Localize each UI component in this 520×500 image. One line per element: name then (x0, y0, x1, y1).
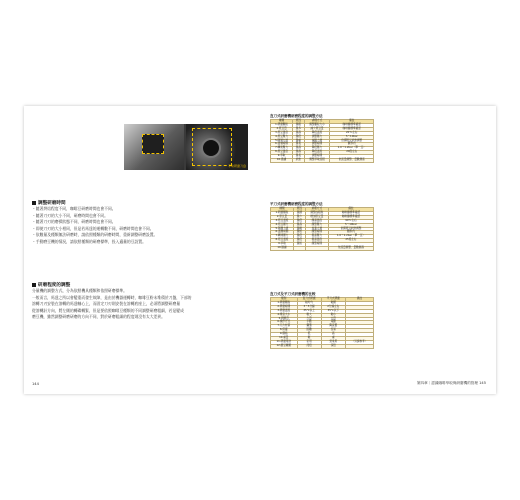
table-cell: 減少原豆量 (304, 127, 330, 131)
body-line: 分量機的調整方式，分為依照機具種類和依照研磨標準。 (32, 288, 127, 293)
page-footer-right: 第四章｜認識咖啡萃取與研磨機的管理 145 (416, 381, 486, 385)
table-cell: 狀態 (293, 159, 304, 163)
table-cell: 調整成粗粒 (305, 211, 328, 215)
table-cell: 過細 (293, 211, 305, 215)
table-header-cell: 備註 (330, 120, 374, 124)
table-cell: 5.隔層力道 (271, 227, 294, 231)
table-cell: 8.原豆溫度 (271, 239, 294, 243)
table-cell: 高 (321, 333, 345, 337)
table-cell: 過高 (293, 151, 304, 155)
body-line: 磨豆機，雖然調整研磨研磨的方向不同，對於研磨粗細的程度則沒有太大差異。 (32, 314, 165, 320)
table-cell: 4.噪音大小 (271, 313, 298, 317)
body-line: ・手動磨豆機的情況，請依照種類的研磨標準，投入適量的豆設置。 (32, 238, 146, 244)
right-page (260, 106, 496, 394)
section-title: 調整研磨時間 (32, 200, 252, 206)
table-cell: 35℃以上 (297, 309, 321, 313)
body-line: ・依數量及種類無法研磨時，請依照種類的研磨時間，重新調整研磨設置。 (32, 232, 158, 238)
table-cell: 過低 (293, 235, 305, 239)
table-cell: 降低溫度 (304, 131, 330, 135)
table-cell: 過低 (293, 219, 305, 223)
table-cell: 咖啡廳標準確認 (328, 211, 373, 215)
body-line: 一般而言，馬達之所以會變重而發生故障，是由於機器運轉時，咖啡豆粉末堆積於刀盤，下部的 (32, 294, 192, 300)
table-cell: 6.溫層時間 (271, 143, 293, 147)
table-cell: 10.過濾 (271, 247, 294, 251)
table-cell: 12.磨豆種類 (271, 344, 298, 348)
section-grind-adjust (32, 282, 252, 321)
table-row (271, 247, 374, 251)
table-cell: 1.研磨顆粒 (271, 211, 294, 215)
table-cell: 過少 (293, 215, 305, 219)
table-cell: 增加原豆量 (305, 215, 328, 219)
table-cell: 4.原豆壓力 (271, 135, 293, 139)
book-spread (24, 106, 496, 394)
table-cell: 20度左右 (330, 151, 374, 155)
table-cell: 9.價格 (271, 333, 298, 337)
table-cell: 調整顆粒大小 (304, 123, 330, 127)
table-cell: 降低壓力 (304, 147, 330, 151)
table-cell: 2分鐘左右 (321, 305, 345, 309)
table-cell: 較均勻 (297, 301, 321, 305)
body-line: ・隨著刀刃的大小不同，研磨時間也會不同。 (32, 212, 108, 218)
table-cell: 2.研磨時間 (271, 305, 298, 309)
table-cell: 依流量調整、量數調高 (330, 159, 374, 163)
table-cell (305, 247, 328, 251)
table-cell: 過長 (293, 155, 304, 159)
table-cell: 90℃左右 (328, 219, 373, 223)
table-cell: 調整時間 (305, 243, 328, 247)
table-cell: 2.原豆量 (271, 215, 294, 219)
table-header-cell: 處理方式 (305, 208, 328, 212)
table-header-cell: 平刀式研磨 (321, 298, 345, 302)
table-header-cell: 類別 (271, 298, 298, 302)
table-cell: 調整時間 (305, 231, 328, 235)
table-cell: 5～10bar (330, 135, 374, 139)
table-cell: 較大 (297, 313, 321, 317)
table-cell: 1.0～1.2bar（單一豆） (330, 147, 374, 151)
table-cell: 加強力道 (305, 227, 328, 231)
table-cell (345, 344, 373, 348)
table-cell: 過重 (293, 139, 304, 143)
table-cell: 過長 (293, 143, 304, 147)
table-cell: 35℃以下 (321, 309, 345, 313)
table-cell: 10.過濾 (271, 159, 293, 163)
table-cell: 營業用 (321, 340, 345, 344)
highlight-box (142, 134, 164, 154)
table-cell: 11.研磨用途 (271, 340, 298, 344)
body-line: ・即使刀刃的大小相同，但是若馬達的運轉數不同，研磨時間也會不同。 (32, 225, 154, 231)
body-line: ・隨著刀刃的磨損狀態不同，研磨時間也會不同。 (32, 219, 116, 225)
table-title: 直刀式及平刀式研磨機的比較 (270, 292, 316, 296)
grinder-photo-left (124, 124, 184, 170)
table-header-cell: 種類 (271, 120, 293, 124)
table-cell: 6.操作方式 (271, 321, 298, 325)
table-header-cell: 種類 (271, 208, 294, 212)
table-cell: 淺焙 (297, 344, 321, 348)
table-cell: 2.原豆量 (271, 127, 293, 131)
table-cell: 調整時間 (304, 155, 330, 159)
table-cell: 家用 (297, 340, 321, 344)
table-header-cell: 直刀式研磨 (297, 298, 321, 302)
table-header-cell: 備註 (345, 298, 373, 302)
table-cell: 較小 (321, 313, 345, 317)
table-cell: 7.轉速壓力 (271, 235, 294, 239)
table-cell: 1.研磨顆粒 (271, 301, 298, 305)
grinder-photos (124, 124, 248, 170)
table-cell: 過短 (293, 231, 305, 235)
table-cell: 少量 (297, 317, 321, 321)
table-cell: 過粗 (293, 123, 304, 127)
table-cell: 過多 (293, 127, 304, 131)
table-cell: 數秒內 (330, 143, 374, 147)
table-header-cell: 原因 (293, 120, 304, 124)
table-row (271, 344, 374, 348)
table-cell: 調整時間 (304, 143, 330, 147)
table-cell: 過高 (293, 147, 304, 151)
table-row (271, 159, 374, 163)
table-cell: 調整壓力 (305, 223, 328, 227)
table-cell: 較細 (321, 301, 345, 305)
table-cell: 1.0～1.2bar（單一豆） (328, 235, 373, 239)
table-cell: 提高溫度 (305, 239, 328, 243)
table-cell: 過高 (293, 223, 305, 227)
table-cell: 5～10bar (328, 223, 373, 227)
table-cell: 9.萃取 (271, 243, 294, 247)
table-cell: 5.隔層力道 (271, 139, 293, 143)
section-title: 研磨程度的調整 (32, 282, 252, 288)
table-title: 直刀式研磨機研磨程度的調整方法 (270, 114, 323, 118)
table-cell: 咖啡廳標準確認 (330, 123, 374, 127)
table-cell: （另請參考） (345, 340, 373, 344)
table-cell: 10.重量 (271, 337, 298, 341)
page-number-left: 144 (32, 382, 39, 386)
table-cell: 1.研磨顆粒 (271, 123, 293, 127)
table-cell: 調整萃取流程 (304, 159, 330, 163)
table-cell: 依流量調整、量數調高 (328, 247, 373, 251)
table-header-cell: 原因 (293, 208, 305, 212)
table-cell: 20℃左右 (330, 131, 374, 135)
table-header-cell: 備註 (328, 208, 373, 212)
table-cell: 手動 (297, 321, 321, 325)
table-cell: 減輕力道 (304, 139, 330, 143)
table-cell: 低 (297, 333, 321, 337)
table-cell: 6.溫層時間 (271, 231, 294, 235)
burr-knob (201, 138, 221, 158)
body-line: 從溶轉針方向，將左側的轉碟轉緊，但是要依照咖啡豆種類的不同調整研磨粗細，若是變成 (32, 307, 184, 313)
table-cell: 降低溫度 (304, 151, 330, 155)
table-cell: 過低 (293, 135, 304, 139)
table-title: 平刀式研磨機研磨程度的調整方法 (270, 202, 323, 206)
table-cell: 4.原豆壓力 (271, 223, 294, 227)
table-cell: 困難 (297, 329, 321, 333)
comparison-table (270, 297, 374, 349)
table-header-cell: 處理方式 (304, 120, 330, 124)
table-cell: 深焙 (321, 344, 345, 348)
table-cell: 咖啡廳標準確認 (328, 215, 373, 219)
table-cell: 提高壓力 (305, 235, 328, 239)
grinder-photo-right (186, 124, 248, 170)
table-cell: 過低 (293, 239, 305, 243)
table-cell: 7.轉速壓力 (271, 147, 293, 151)
table-cell: 咖啡廳標準確認 (330, 127, 374, 131)
table-cell: 9.萃取 (271, 155, 293, 159)
body-line: 溶轉刀刃安裝在溶轉的馬達軸心上，而固定刀刃則安裝在溶轉底座上，必須將調整研磨量 (32, 301, 181, 307)
table-cell: 容易 (321, 329, 345, 333)
table-cell: 7.刀片材質 (271, 325, 298, 329)
section-grind-time (32, 200, 252, 246)
table-cell: 過高 (293, 131, 304, 135)
adjust-table-flat (270, 207, 374, 251)
table-cell: 依據原豆狀態調整 (330, 139, 374, 143)
table-cell: 3～5分鐘 (297, 305, 321, 309)
table-cell: 8.原豆溫度 (271, 151, 293, 155)
table-cell: 陶瓷製 (321, 325, 345, 329)
table-cell: 調整壓力 (304, 135, 330, 139)
table-cell: 數秒內 (328, 231, 373, 235)
table-cell: 5.研磨量 (271, 317, 298, 321)
table-cell: 3.原豆溫度 (271, 131, 293, 135)
body-line: ・隨著烘焙程度不同，咖啡豆研磨時間也會不同。 (32, 206, 116, 211)
left-page (24, 106, 260, 394)
adjust-table-blade (270, 119, 374, 163)
table-cell (293, 247, 305, 251)
table-cell: 重 (321, 337, 345, 341)
table-cell: 25度左右 (328, 239, 373, 243)
table-cell: 電動 (321, 321, 345, 325)
table-cell: 依據原豆狀態調整 (328, 227, 373, 231)
table-cell: 過短 (293, 243, 305, 247)
table-cell: 8.保養 (271, 329, 298, 333)
table-cell: 大量 (321, 317, 345, 321)
table-cell: 調高溫度 (305, 219, 328, 223)
table-cell: 輕 (297, 337, 321, 341)
table-cell: 3.原豆溫度 (271, 219, 294, 223)
table-cell: 鋼製 (297, 325, 321, 329)
table-cell: 3.研磨溫度 (271, 309, 298, 313)
photo-caption: 手动研磨刀盘 (227, 164, 246, 168)
table-cell: 過輕 (293, 227, 305, 231)
